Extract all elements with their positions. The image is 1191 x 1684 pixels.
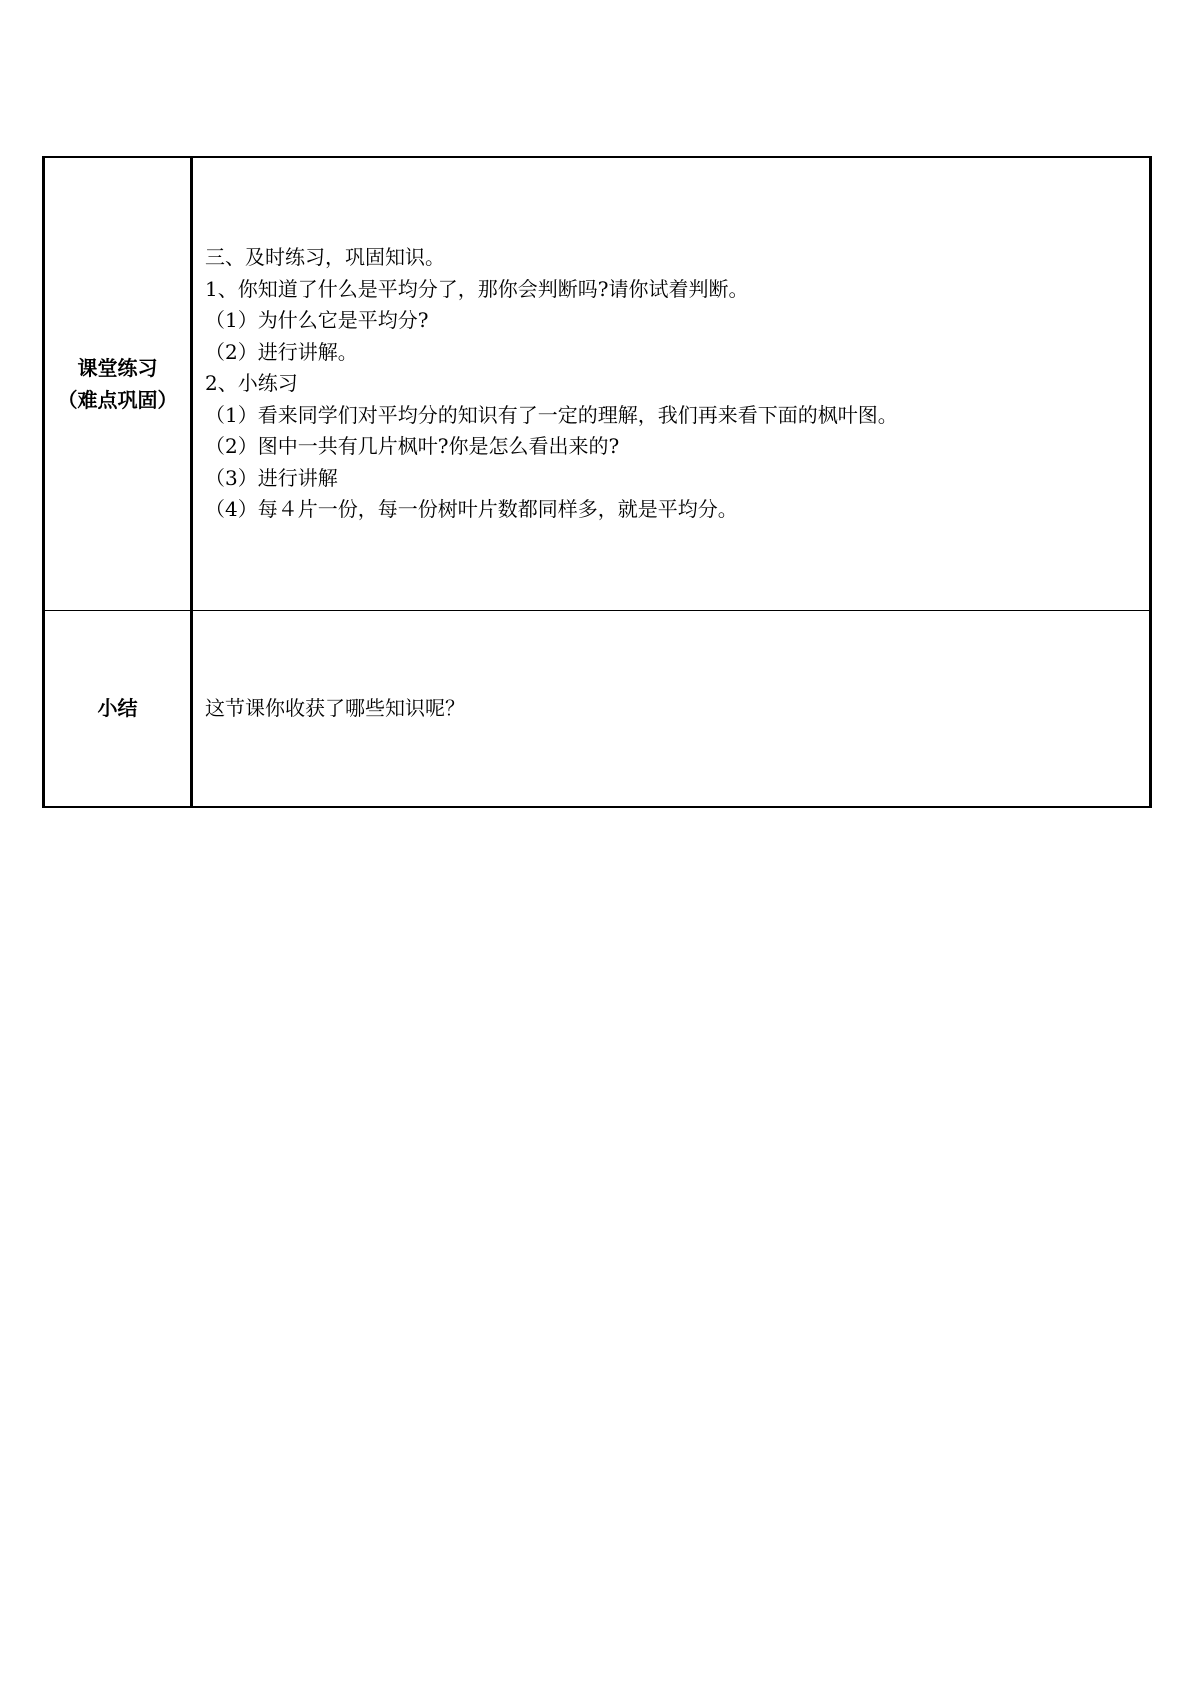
table-row-practice (44, 157, 1151, 610)
content-line: （3）进行讲解 (205, 465, 338, 490)
row-content-practice (192, 157, 1151, 610)
content-line: 三、及时练习，巩固知识。 (205, 245, 445, 269)
row-content-summary (192, 610, 1151, 807)
content-line: （4）每４片一份，每一份树叶片数都同样多，就是平均分。 (205, 497, 738, 521)
content-line: 2、小练习 (205, 371, 298, 395)
content-line: 1、你知道了什么是平均分了，那你会判断吗?请你试着判断。 (205, 276, 749, 301)
content-line: （1）看来同学们对平均分的知识有了一定的理解，我们再来看下面的枫叶图。 (205, 402, 898, 427)
lesson-plan-table (42, 156, 1152, 808)
label-subtext: （难点巩固） (57, 387, 178, 412)
content-line: （2）图中一共有几片枫叶?你是怎么看出来的? (205, 434, 620, 458)
table-row-summary (44, 610, 1151, 807)
content-line: 这节课你收获了哪些知识呢？ (205, 695, 465, 720)
label-text: 小结 (97, 696, 138, 721)
content-line: （2）进行讲解。 (205, 339, 358, 364)
row-label-summary (44, 610, 192, 807)
content-line: （1）为什么它是平均分? (205, 308, 429, 332)
row-label-practice (44, 157, 192, 610)
label-text: 课堂练习 (77, 355, 158, 380)
